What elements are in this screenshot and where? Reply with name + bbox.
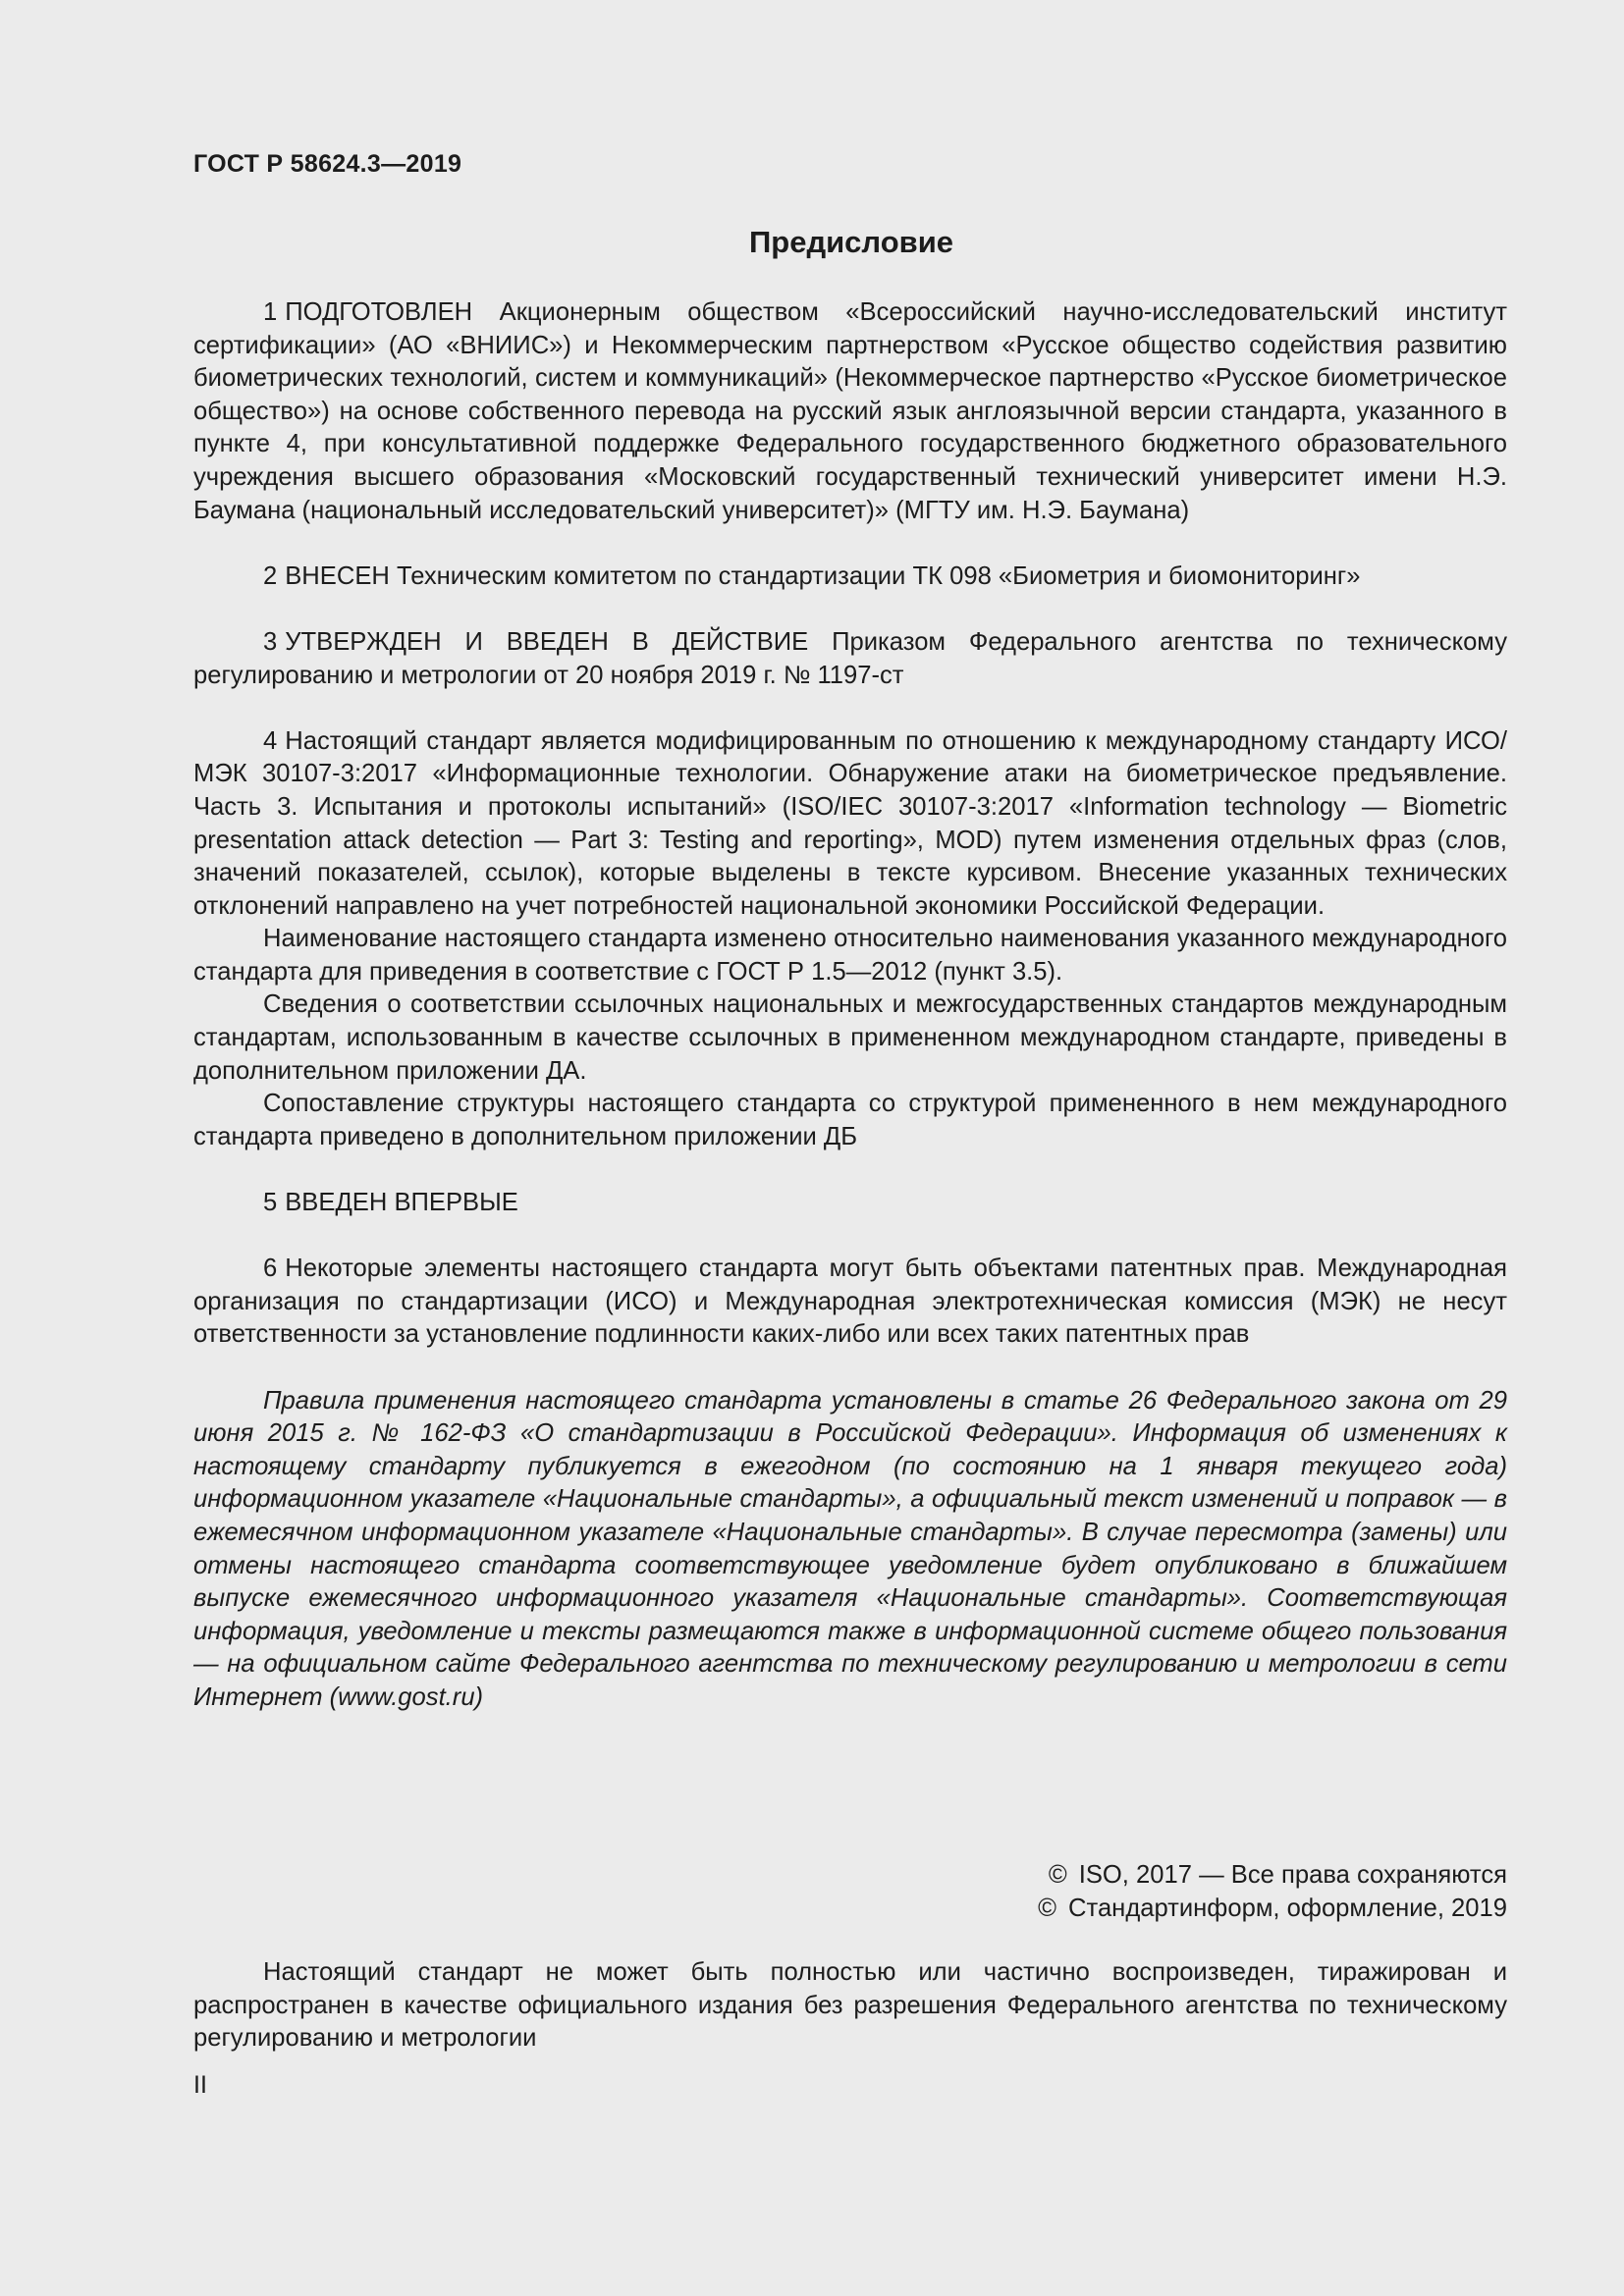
- item-text: Настоящий стандарт является модифицированным по отношению к международному стандарту ИСО/МЭК 30107-3:2017 «Информационные технологии. Обнаружение атаки на биометрическое предъявление. Часть 3. Испытания и протоколы испытаний» (ISO/IEC 30107-3:2017 «Information technology — Biometric presentation attack detection — Part 3: Testing and reporting», MOD) путем изменения отдельных фраз (слов, значений показателей, ссылок), которые выделены в тексте курсивом. Внесение указанных технических отклонений направлено на учет потребностей национальной экономики Российской Федерации.: [193, 726, 1507, 920]
- item-number: 4: [263, 726, 278, 755]
- page-number: II: [193, 2071, 207, 2099]
- item-5: [193, 1187, 1507, 1220]
- notice-text: Настоящий стандарт не может быть полностью или частично воспроизведен, тиражирован и распространен в качестве официального издания без разрешения Федерального агентства по техническому регулированию и метрологии: [193, 1958, 1507, 2053]
- item-number: 5: [263, 1189, 278, 1217]
- item-text: Некоторые элементы настоящего стандарта могут быть объектами патентных прав. Международная организация по стандартизации (ИСО) и Международная электротехническая комиссия (МЭК) не несут ответственности за установление подлинности каких-либо или всех таких патентных прав: [193, 1255, 1507, 1349]
- item-3: [193, 626, 1507, 692]
- item-1: [193, 296, 1507, 527]
- item-6: [193, 1253, 1507, 1352]
- page-title: Предисловие: [748, 225, 953, 259]
- item-text: ВНЕСЕН Техническим комитетом по стандартизации ТК 098 «Биометрия и биомониторинг»: [285, 561, 1361, 590]
- item-number: 2: [263, 561, 278, 590]
- copyright-block: [1038, 1858, 1507, 1925]
- copyright-symbol: ©: [1038, 1895, 1057, 1922]
- reproduction-notice: [193, 1956, 1507, 2056]
- application-rules-text: Правила применения настоящего стандарта установлены в статье 26 Федерального закона от 29 июня 2015 г. № 162-ФЗ «О стандартизации в Российской Федерации». Информация об изменениях к настоящему стандарту публикуется в ежегодном (по состоянию на 1 января текущего года) информационном указателе «Национальные стандарты», а официальный текст изменений и поправок — в ежемесячном информационном указателе «Национальные стандарты». В случае пересмотра (замены) или отмены настоящего стандарта соответствующее уведомление будет опубликовано в ближайшем выпуске ежемесячного информационного указателя «Национальные стандарты». Соответствующая информация, уведомление и тексты размещаются также в информационной системе общего пользования — на официальном сайте Федерального агентства по техническому регулированию и метрологии в сети Интернет (www.gost.ru): [193, 1386, 1507, 1711]
- foreword-body: [193, 296, 1507, 1715]
- item-2: [193, 561, 1507, 594]
- item-number: 3: [263, 627, 278, 656]
- item-text: УТВЕРЖДЕН И ВВЕДЕН В ДЕЙСТВИЕ Приказом Федерального агентства по техническому регулированию и метрологии от 20 ноября 2019 г. № 1197-ст: [193, 627, 1507, 689]
- item-4: [193, 725, 1507, 924]
- item-4-paragraph: Наименование настоящего стандарта изменено относительно наименования указанного международного стандарта для приведения в соответствие с ГОСТ Р 1.5—2012 (пункт 3.5).: [193, 925, 1507, 986]
- document-id-header: ГОСТ Р 58624.3—2019: [193, 150, 462, 178]
- copyright-line-standartinform: [1038, 1892, 1507, 1925]
- copyright-text: Стандартинформ, оформление, 2019: [1068, 1895, 1507, 1922]
- copyright-text: ISO, 2017 — Все права сохраняются: [1078, 1861, 1507, 1889]
- item-number: 6: [263, 1255, 278, 1283]
- item-4-paragraph: Сопоставление структуры настоящего стандарта со структурой примененного в нем международного стандарта приведено в дополнительном приложении ДБ: [193, 1090, 1507, 1150]
- copyright-line-iso: [1038, 1858, 1507, 1892]
- item-number: 1: [263, 298, 278, 326]
- item-4-paragraph: Сведения о соответствии ссылочных национальных и межгосударственных стандартов международным стандартам, использованным в качестве ссылочных в примененном международном стандарте, приведены в дополнительном приложении ДА.: [193, 990, 1507, 1085]
- item-text: ВВЕДЕН ВПЕРВЫЕ: [285, 1189, 518, 1217]
- item-text: ПОДГОТОВЛЕН Акционерным обществом «Всероссийский научно-исследовательский институт сертификации» (АО «ВНИИС») и Некоммерческим партнерством «Русское общество содействия развитию биометрических технологий, систем и коммуникаций» (Некоммерческое партнерство «Русское биометрическое общество») на основе собственного перевода на русский язык англоязычной версии стандарта, указанного в пункте 4, при консультативной поддержке Федерального государственного бюджетного образовательного учреждения высшего образования «Московский государственный технический университет имени Н.Э. Баумана (национальный исследовательский университет)» (МГТУ им. Н.Э. Баумана): [193, 298, 1507, 524]
- copyright-symbol: ©: [1048, 1861, 1067, 1889]
